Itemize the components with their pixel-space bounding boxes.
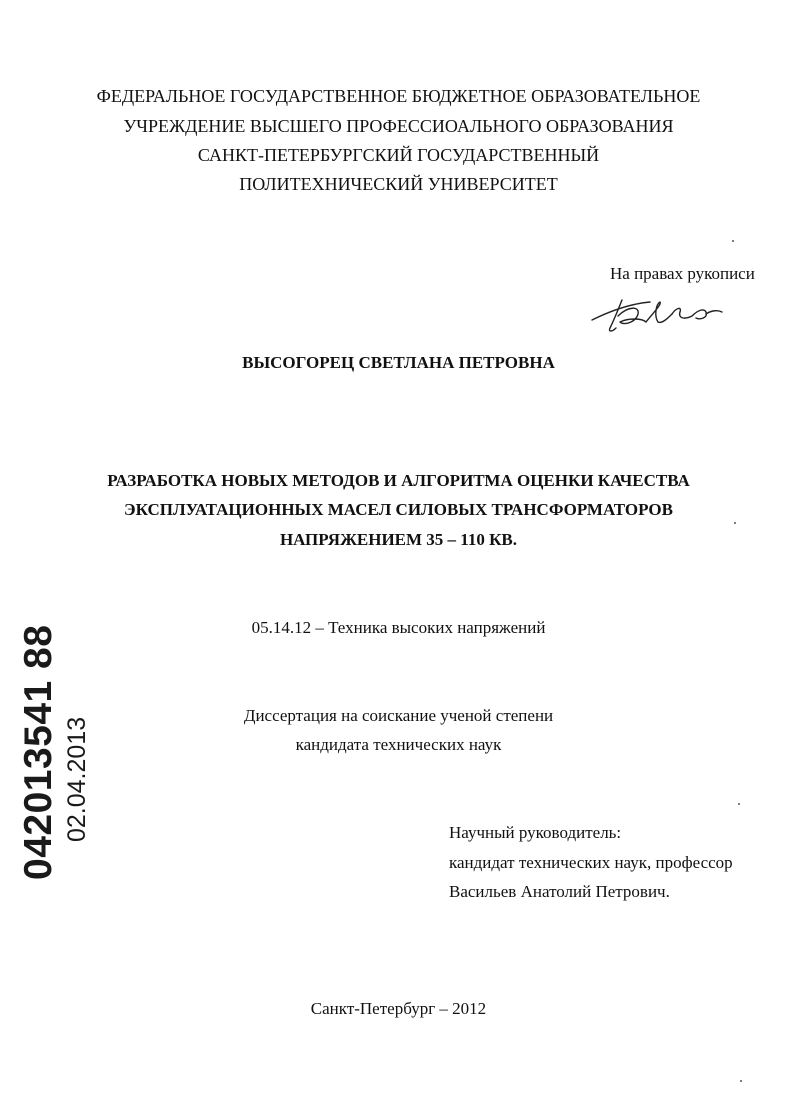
city-year: Санкт-Петербург – 2012 — [310, 999, 487, 1018]
title-line-3: НАПРЯЖЕНИЕМ 35 – 110 КВ. — [279, 530, 518, 549]
signature-image — [588, 292, 738, 337]
scan-speck — [734, 522, 736, 524]
manuscript-note: На правах рукописи — [610, 264, 755, 283]
registration-date-stamp: 02.04.2013 — [63, 716, 91, 842]
author-name: ВЫСОГОРЕЦ СВЕТЛАНА ПЕТРОВНА — [242, 353, 555, 372]
registration-number-stamp: 042013541 88 — [17, 624, 60, 880]
title-line-2: ЭКСПЛУАТАЦИОННЫХ МАСЕЛ СИЛОВЫХ ТРАНСФОРМАТОРОВ — [124, 500, 673, 519]
supervisor-degree: кандидат технических наук, профессор — [449, 853, 733, 872]
institution-line-4: ПОЛИТЕХНИЧЕСКИЙ УНИВЕРСИТЕТ — [239, 174, 558, 194]
supervisor-name: Васильев Анатолий Петрович. — [449, 882, 670, 901]
supervisor-label: Научный руководитель: — [449, 823, 622, 842]
dissertation-line-1: Диссертация на соискание ученой степени — [243, 706, 554, 725]
scan-speck — [740, 1080, 742, 1082]
title-line-1: РАЗРАБОТКА НОВЫХ МЕТОДОВ И АЛГОРИТМА ОЦЕНКИ КАЧЕСТВА — [107, 471, 690, 490]
scan-speck — [738, 803, 740, 805]
institution-line-2: УЧРЕЖДЕНИЕ ВЫСШЕГО ПРОФЕССИОАЛЬНОГО ОБРАЗОВАНИЯ — [123, 116, 674, 136]
scan-speck — [732, 240, 734, 242]
specialty-code: 05.14.12 – Техника высоких напряжений — [251, 618, 546, 637]
dissertation-line-2: кандидата технических наук — [295, 735, 502, 754]
institution-line-3: САНКТ-ПЕТЕРБУРГСКИЙ ГОСУДАРСТВЕННЫЙ — [197, 145, 600, 165]
institution-line-1: ФЕДЕРАЛЬНОЕ ГОСУДАРСТВЕННОЕ БЮДЖЕТНОЕ ОБРАЗОВАТЕЛЬНОЕ — [96, 86, 701, 106]
